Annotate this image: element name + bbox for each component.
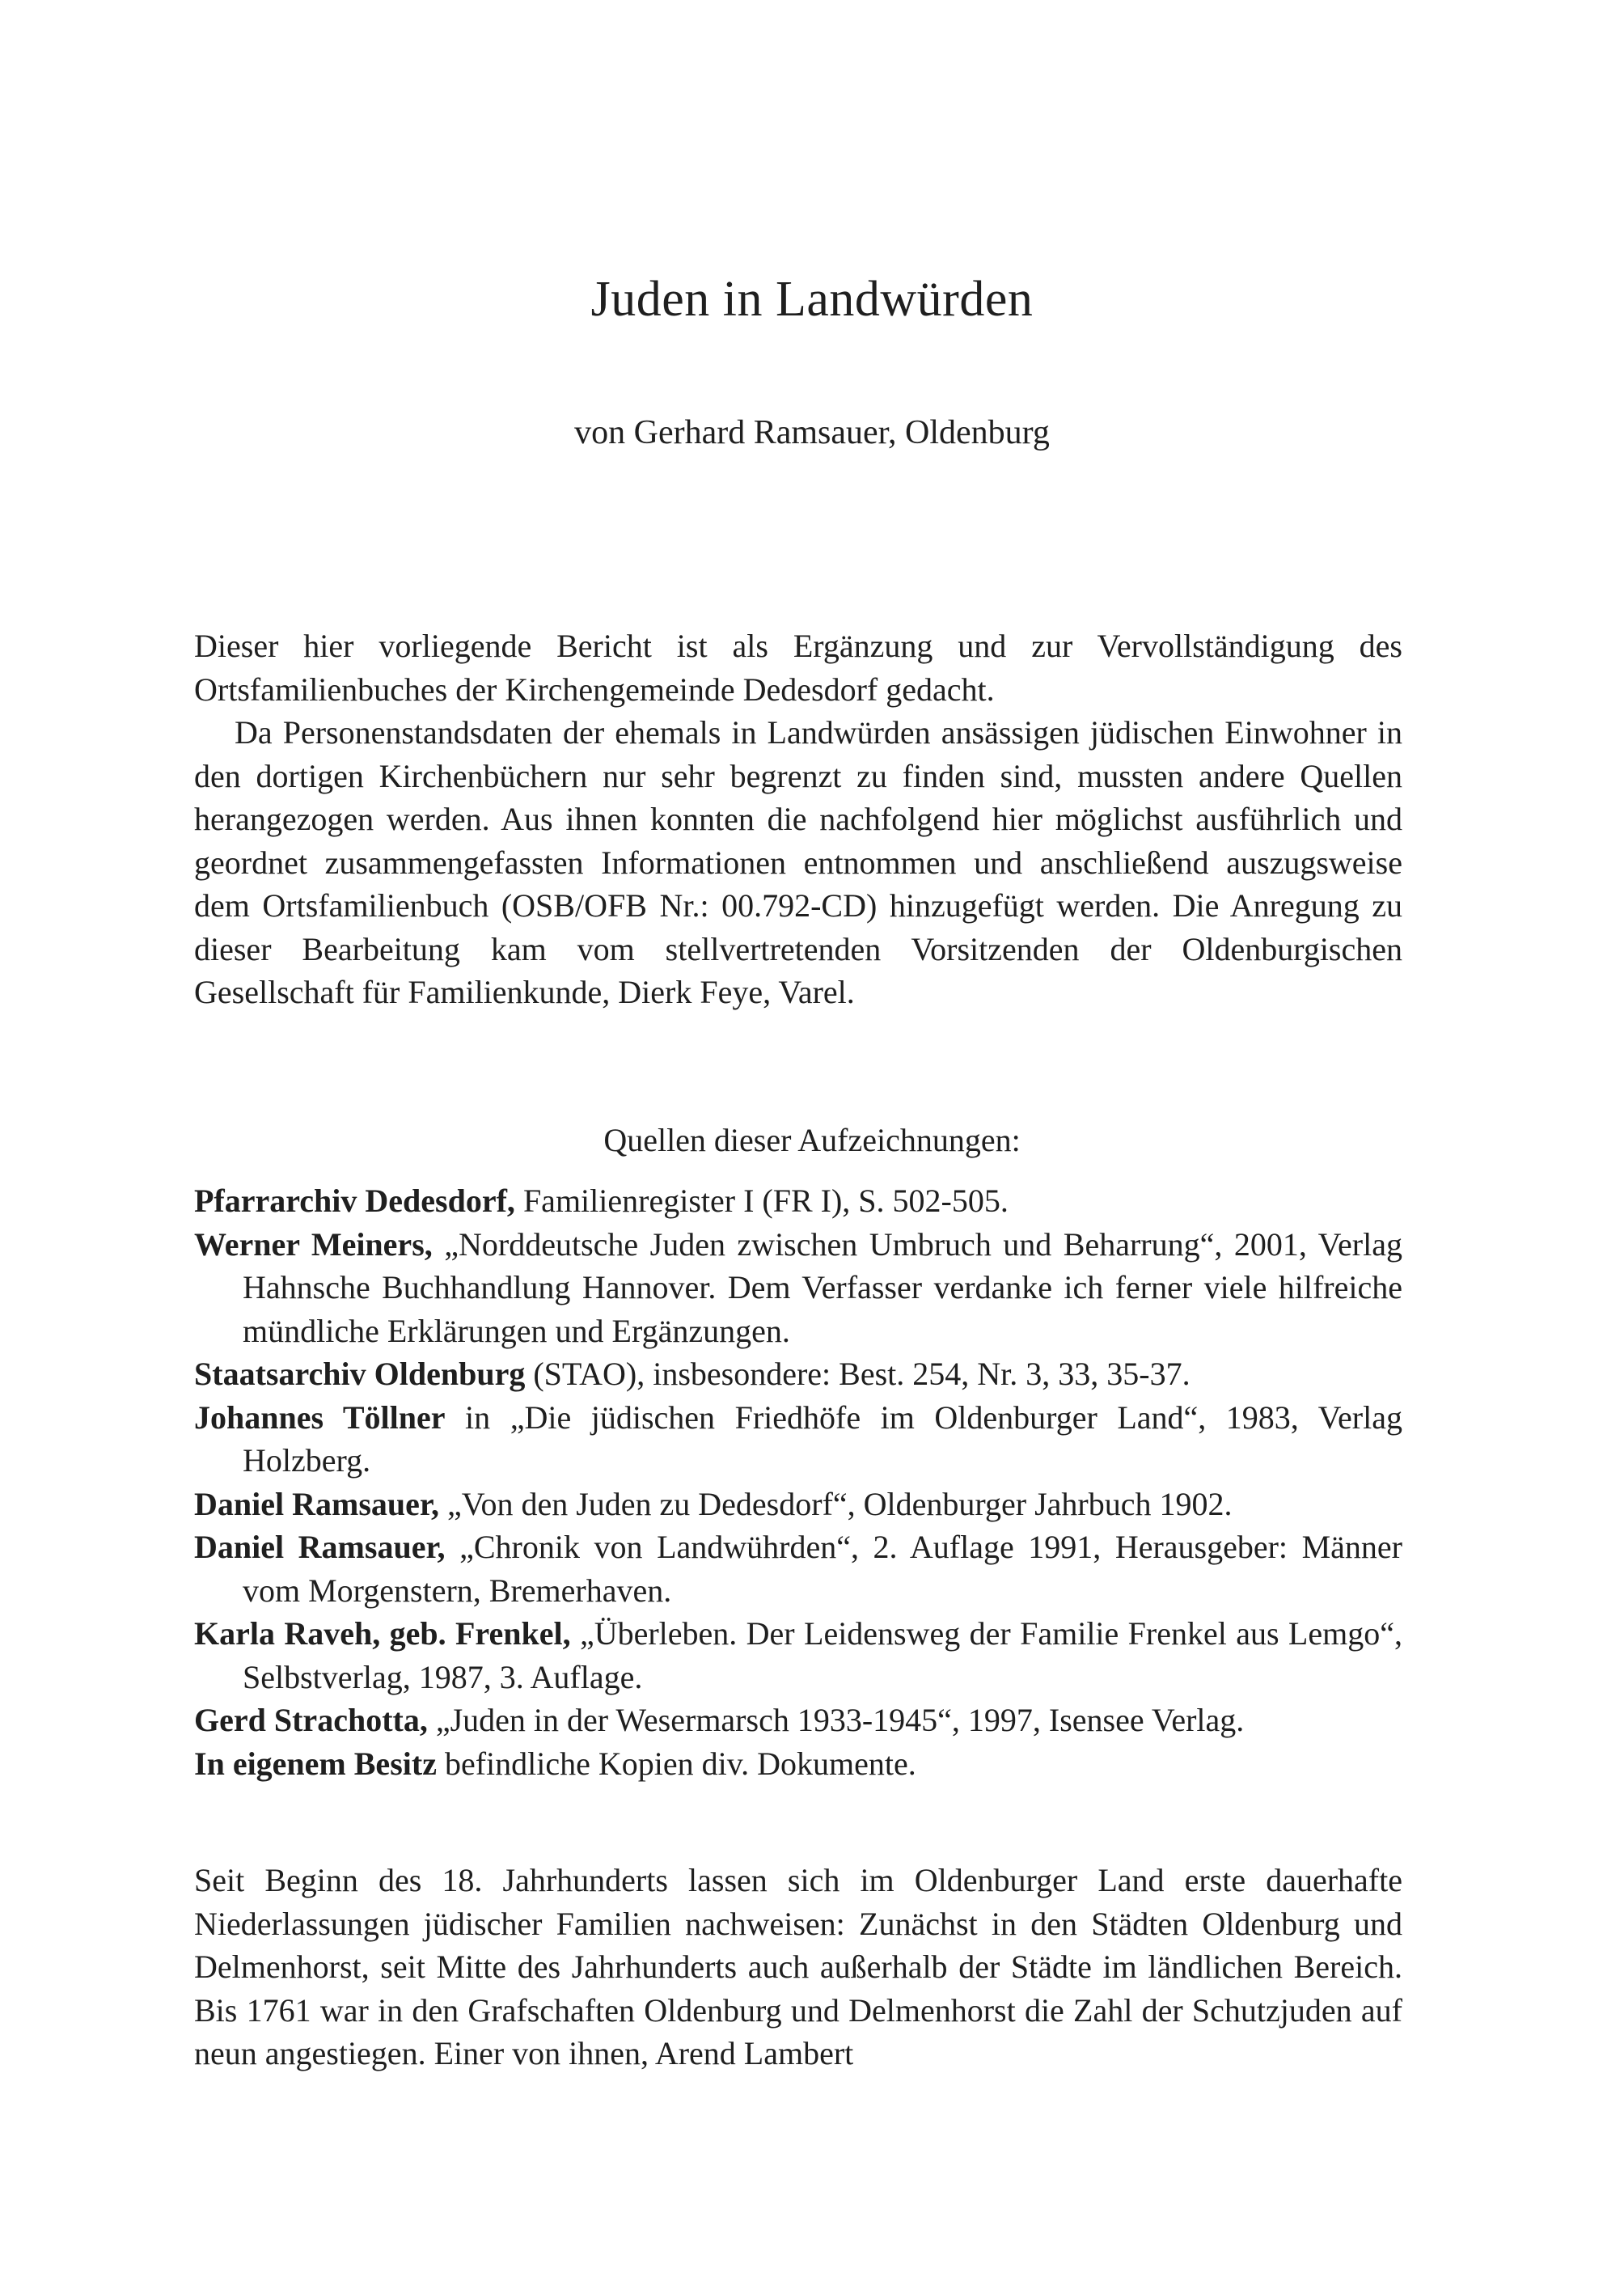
history-section (194, 1859, 1402, 2075)
history-paragraph-1: Seit Beginn des 18. Jahrhunderts lassen sich im Oldenburger Land erste dauerhafte Niederlassungen jüdischer Familien nachweisen: Zunächst in den Städten Oldenburg und Delmenhorst, seit Mitte des Jahrhunderts auch außerhalb der Städte im ländlichen Bereich. Bis 1761 war in den Grafschaften Oldenburg und Delmenhorst die Zahl der Schutzjuden auf neun angestiegen. Einer von ihnen, Arend Lambert (194, 1862, 1402, 2071)
page-title: Juden in Landwürden (590, 272, 1034, 327)
intro-section (194, 624, 1402, 1014)
intro-paragraph-1: Dieser hier vorliegende Bericht ist als Ergänzung und zur Vervollständigung des Ortsfamilienbuches der Kirchengemeinde Dedesdorf gedacht. (194, 628, 1402, 708)
source-author: Staatsarchiv Oldenburg (194, 1356, 526, 1392)
source-author: Johannes Töllner (194, 1398, 446, 1436)
source-author: Daniel Ramsauer, (194, 1485, 439, 1522)
source-text: befindliche Kopien div. Dokumente. (436, 1745, 916, 1782)
source-text: in „Die jüdischen Friedhöfe im Oldenburger Land“, 1983, Verlag Holzberg. (243, 1398, 1402, 1479)
source-text: „Von den Juden zu Dedesdorf“, Oldenburger Jahrbuch 1902. (438, 1485, 1233, 1522)
source-author: In eigenem Besitz (194, 1745, 437, 1782)
intro-paragraph-2: Da Personenstandsdaten der ehemals in Landwürden ansässigen jüdischen Einwohner in den dortigen Kirchenbüchern nur sehr begrenzt zu finden sind, mussten andere Quellen herangezogen werden. Aus ihnen konnten die nachfolgend hier möglichst ausführlich und geordnet zusammengefassten Informationen entnommen und anschließend auszugsweise dem Ortsfamilienbuch (OSB/OFB Nr.: 00.792-CD) hinzugefügt werden. Die Anregung zu dieser Bearbeitung kam vom stellvertretenden Vorsitzenden der Oldenburgischen Gesellschaft für Familienkunde, Dierk Feye, Varel. (194, 714, 1402, 1010)
source-text: „Juden in der Wesermarsch 1933-1945“, 1997, Isensee Verlag. (427, 1702, 1245, 1738)
source-item (194, 1742, 1402, 1786)
source-item (194, 1525, 1402, 1612)
sources-heading: Quellen dieser Aufzeichnungen: (603, 1122, 1021, 1158)
source-author: Pfarrarchiv Dedesdorf, (194, 1183, 515, 1219)
source-item (194, 1396, 1402, 1483)
source-author: Werner Meiners, (194, 1225, 433, 1263)
source-item (194, 1352, 1402, 1396)
source-text: „Chronik von Landwührden“, 2. Auflage 1991, Herausgeber: Männer vom Morgenstern, Bremerhaven. (243, 1529, 1402, 1609)
source-author: Daniel Ramsauer, (194, 1529, 446, 1565)
source-text: Familienregister I (FR I), S. 502-505. (514, 1183, 1009, 1219)
source-text: „Überleben. Der Leidensweg der Familie Frenkel aus Lemgo“, Selbstverlag, 1987, 3. Auflage. (243, 1615, 1402, 1695)
source-item (194, 1699, 1402, 1742)
source-item (194, 1179, 1402, 1223)
source-author: Karla Raveh, geb. Frenkel, (194, 1615, 571, 1652)
source-item (194, 1223, 1402, 1353)
sources-list (194, 1179, 1402, 1785)
source-item (194, 1612, 1402, 1699)
source-text: „Norddeutsche Juden zwischen Umbruch und Beharrung“, 2001, Verlag Hahnsche Buchhandlung Hannover. Dem Verfasser verdanke ich ferner viele hilfreiche mündliche Erklärungen und Ergänzungen. (243, 1225, 1402, 1349)
source-text: (STAO), insbesondere: Best. 254, Nr. 3, 33, 35-37. (525, 1356, 1191, 1392)
author-line: von Gerhard Ramsauer, Oldenburg (574, 414, 1050, 451)
source-item (194, 1483, 1402, 1526)
source-author: Gerd Strachotta, (194, 1702, 428, 1738)
